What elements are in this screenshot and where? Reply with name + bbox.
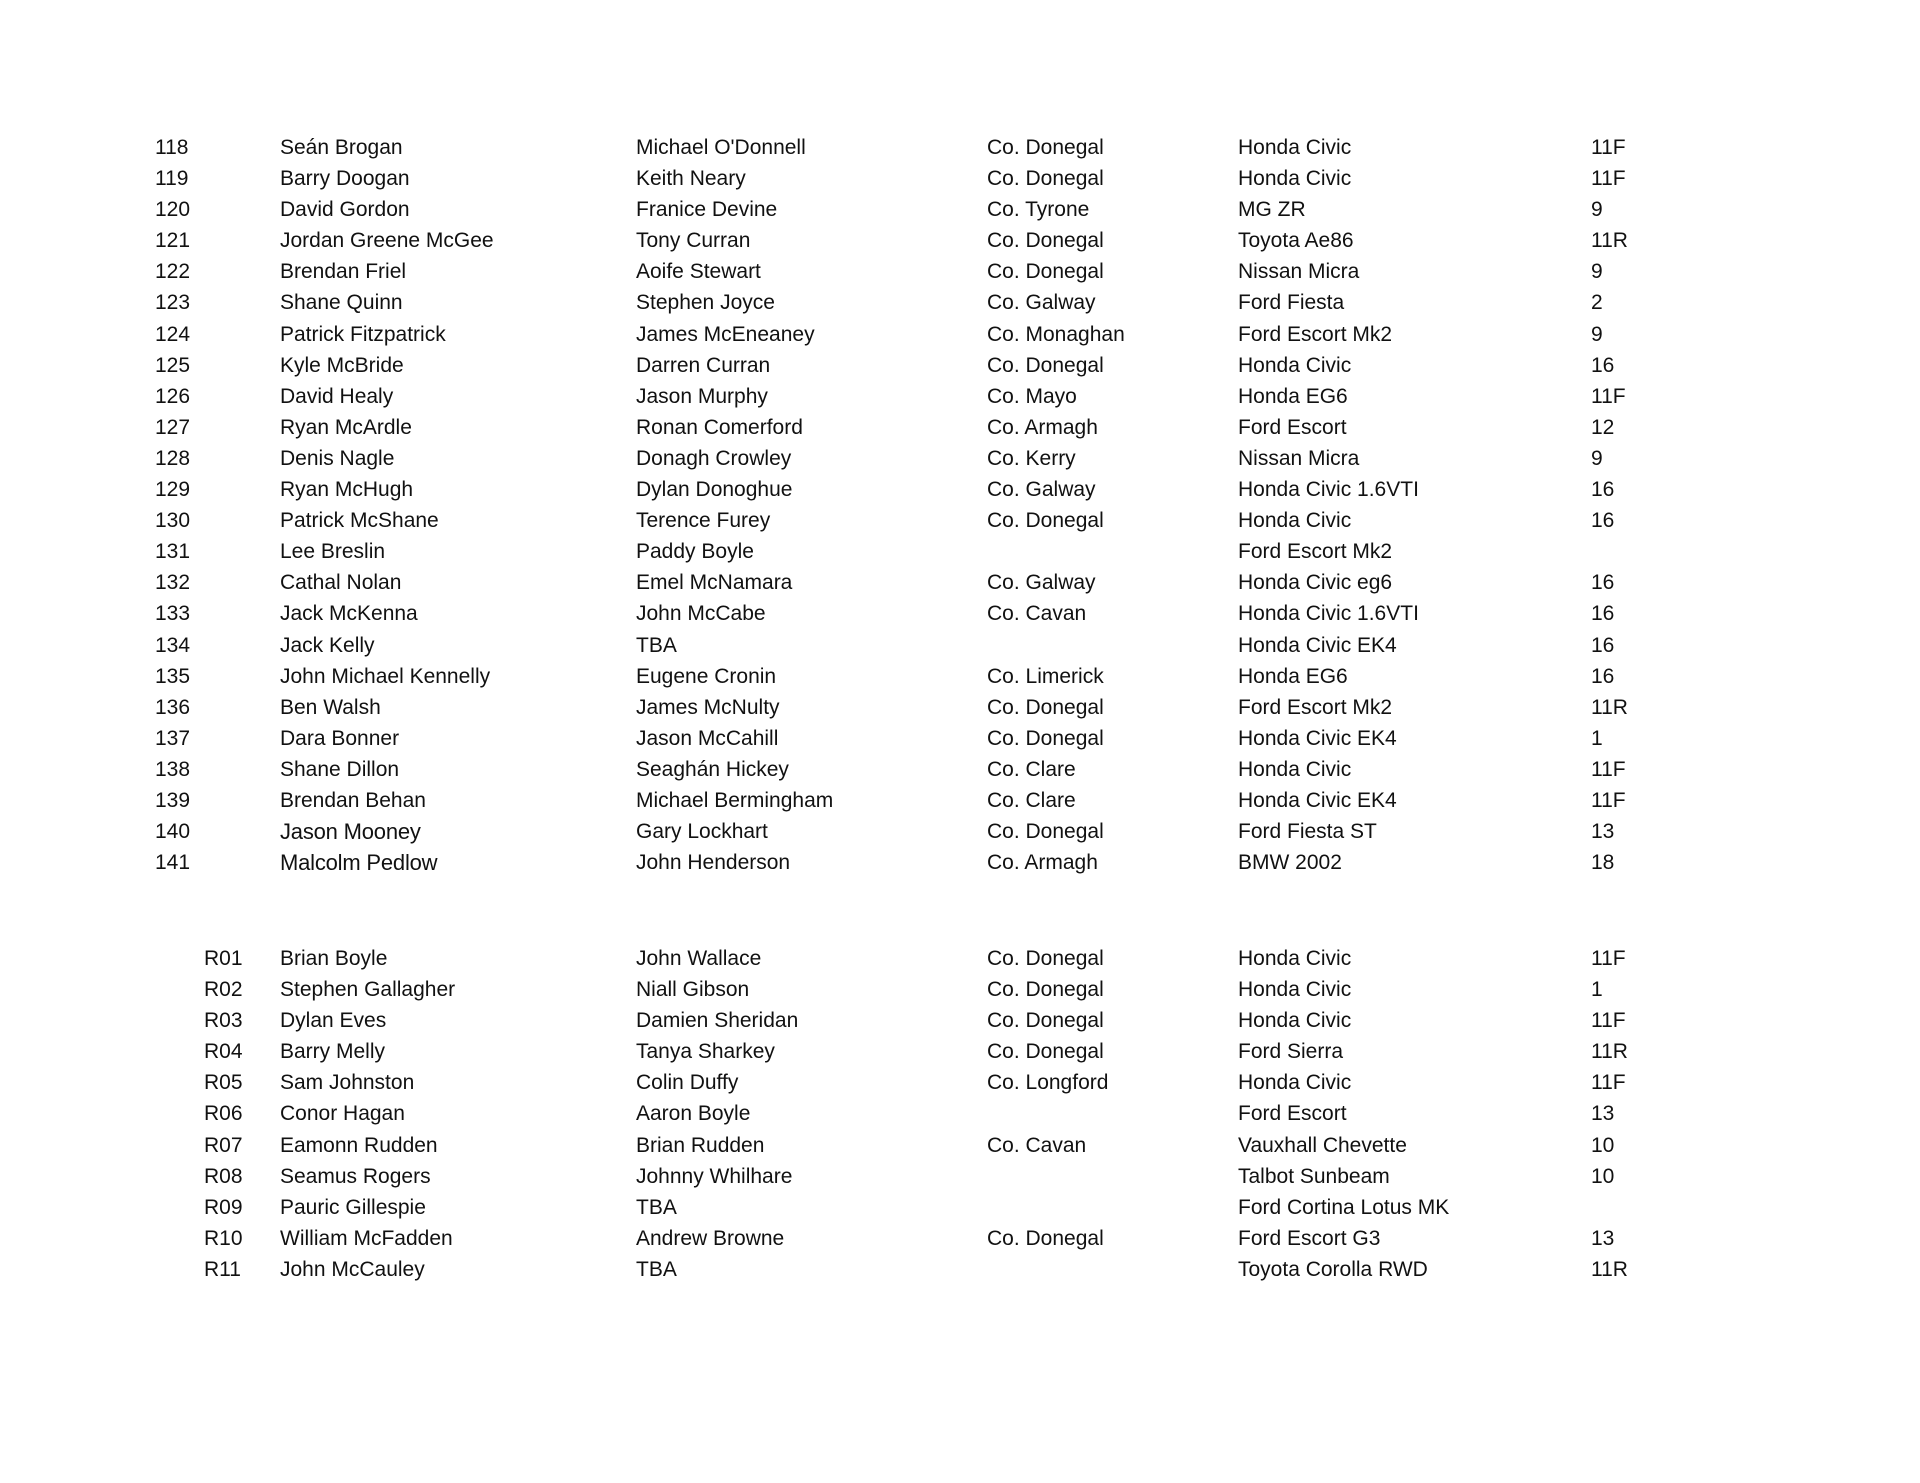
driver-name: Patrick McShane: [280, 509, 439, 533]
car-number: 132: [155, 571, 191, 595]
entry-row: [0, 412, 1920, 443]
reserve-row: [0, 1036, 1920, 1067]
car-number: 122: [155, 260, 191, 284]
car-class: 16: [1591, 509, 1615, 533]
codriver-name: James McEneaney: [636, 322, 815, 346]
entry-row: [0, 536, 1920, 567]
reserve-row: [0, 974, 1920, 1005]
driver-name: Ryan McHugh: [280, 478, 414, 502]
driver-name: Eamonn Rudden: [280, 1133, 438, 1157]
car-class: 16: [1591, 633, 1615, 657]
car-number: 126: [155, 384, 191, 408]
driver-name: Sam Johnston: [280, 1071, 415, 1095]
car-class: 16: [1591, 602, 1615, 626]
car-class: 11F: [1591, 167, 1626, 191]
car-number: 139: [155, 788, 191, 812]
driver-name: David Healy: [280, 384, 394, 408]
car-class: 11R: [1591, 695, 1628, 719]
car-class: 1: [1591, 978, 1603, 1002]
car-model: Toyota Ae86: [1238, 229, 1354, 253]
driver-name: Dylan Eves: [280, 1009, 387, 1033]
car-model: Honda EG6: [1238, 384, 1348, 408]
car-model: Ford Escort: [1238, 1102, 1347, 1126]
entry-row: [0, 598, 1920, 629]
main-entry-list: [0, 132, 1920, 878]
car-number: 141: [155, 851, 191, 875]
car-number: 121: [155, 229, 191, 253]
car-number: R05: [204, 1071, 243, 1095]
car-model: Honda Civic: [1238, 947, 1352, 970]
entry-row: [0, 287, 1920, 318]
county: Co. Donegal: [987, 136, 1104, 159]
car-number: 124: [155, 322, 191, 346]
county: Co. Tyrone: [987, 198, 1090, 222]
car-number: 138: [155, 757, 191, 781]
codriver-name: Tony Curran: [636, 229, 751, 253]
entry-row: [0, 132, 1920, 163]
codriver-name: Eugene Cronin: [636, 664, 777, 688]
car-number: 130: [155, 509, 191, 533]
car-class: 2: [1591, 291, 1603, 315]
county: Co. Donegal: [987, 167, 1104, 191]
entry-row: [0, 785, 1920, 816]
entry-row: [0, 381, 1920, 412]
car-class: 9: [1591, 198, 1603, 222]
codriver-name: Stephen Joyce: [636, 291, 775, 315]
car-model: Ford Cortina Lotus MK: [1238, 1195, 1450, 1219]
driver-name: Shane Quinn: [280, 291, 403, 315]
codriver-name: Terence Furey: [636, 509, 771, 533]
codriver-name: Brian Rudden: [636, 1133, 765, 1157]
codriver-name: Niall Gibson: [636, 978, 750, 1002]
county: Co. Donegal: [987, 353, 1104, 377]
county: Co. Donegal: [987, 260, 1104, 284]
car-model: Ford Sierra: [1238, 1040, 1344, 1064]
codriver-name: Paddy Boyle: [636, 540, 754, 564]
car-number: 133: [155, 602, 191, 626]
driver-name: Brendan Friel: [280, 260, 407, 284]
driver-name: Kyle McBride: [280, 353, 404, 377]
codriver-name: Tanya Sharkey: [636, 1040, 775, 1064]
car-model: Honda Civic: [1238, 136, 1352, 159]
driver-name: Ryan McArdle: [280, 415, 412, 439]
car-model: Honda Civic: [1238, 1071, 1352, 1095]
driver-name: Shane Dillon: [280, 757, 400, 781]
entry-row: [0, 505, 1920, 536]
car-number: R02: [204, 978, 243, 1002]
car-number: 119: [155, 167, 189, 191]
codriver-name: John Wallace: [636, 947, 762, 970]
driver-name: Conor Hagan: [280, 1102, 405, 1126]
driver-name: Jack Kelly: [280, 633, 375, 657]
driver-name: Barry Melly: [280, 1040, 386, 1064]
codriver-name: Donagh Crowley: [636, 446, 792, 470]
reserve-entry-list: [0, 943, 1920, 1285]
car-number: 125: [155, 353, 191, 377]
car-number: R06: [204, 1102, 243, 1126]
entry-row: [0, 567, 1920, 598]
reserve-row: [0, 1223, 1920, 1254]
codriver-name: Aoife Stewart: [636, 260, 761, 284]
county: Co. Donegal: [987, 1040, 1104, 1064]
driver-name: Denis Nagle: [280, 446, 395, 470]
car-model: Ford Escort G3: [1238, 1226, 1381, 1250]
car-class: 12: [1591, 415, 1615, 439]
county: Co. Donegal: [987, 978, 1104, 1002]
car-class: 9: [1591, 322, 1603, 346]
codriver-name: Darren Curran: [636, 353, 771, 377]
car-number: R04: [204, 1040, 243, 1064]
driver-name: William McFadden: [280, 1226, 453, 1250]
car-class: 9: [1591, 260, 1603, 284]
entry-row: [0, 692, 1920, 723]
codriver-name: Jason Murphy: [636, 384, 768, 408]
codriver-name: Gary Lockhart: [636, 820, 768, 844]
car-number: R10: [204, 1226, 243, 1250]
car-class: 11R: [1591, 229, 1628, 253]
car-model: Honda Civic: [1238, 1009, 1352, 1033]
car-model: Honda Civic: [1238, 509, 1352, 533]
driver-name: Jack McKenna: [280, 602, 418, 626]
car-model: Ford Escort Mk2: [1238, 695, 1393, 719]
driver-name: Dara Bonner: [280, 726, 400, 750]
reserve-row: [0, 1005, 1920, 1036]
entry-row: [0, 754, 1920, 785]
car-number: 137: [155, 726, 191, 750]
county: Co. Clare: [987, 788, 1076, 812]
entry-row: [0, 350, 1920, 381]
county: Co. Cavan: [987, 1133, 1087, 1157]
driver-name: Stephen Gallagher: [280, 978, 456, 1002]
county: Co. Monaghan: [987, 322, 1125, 346]
car-class: 9: [1591, 446, 1603, 470]
county: Co. Armagh: [987, 851, 1098, 875]
driver-name: Brian Boyle: [280, 947, 388, 970]
car-number: R07: [204, 1133, 243, 1157]
driver-name: Brendan Behan: [280, 788, 426, 812]
county: Co. Donegal: [987, 1009, 1104, 1033]
car-model: Honda EG6: [1238, 664, 1348, 688]
car-number: R11: [204, 1257, 241, 1281]
driver-name: Jason Mooney: [280, 819, 421, 845]
car-class: 13: [1591, 1226, 1615, 1250]
entry-row: [0, 661, 1920, 692]
car-class: 11F: [1591, 136, 1626, 159]
county: Co. Donegal: [987, 947, 1104, 970]
codriver-name: Jason McCahill: [636, 726, 779, 750]
codriver-name: TBA: [636, 1195, 677, 1219]
driver-name: Cathal Nolan: [280, 571, 402, 595]
car-model: Toyota Corolla RWD: [1238, 1257, 1428, 1281]
car-class: 18: [1591, 851, 1615, 875]
car-class: 10: [1591, 1164, 1615, 1188]
car-number: R09: [204, 1195, 243, 1219]
car-number: 129: [155, 478, 191, 502]
car-number: 118: [155, 136, 189, 159]
codriver-name: Keith Neary: [636, 167, 746, 191]
codriver-name: Emel McNamara: [636, 571, 793, 595]
car-number: 123: [155, 291, 191, 315]
car-number: 120: [155, 198, 191, 222]
car-class: 11F: [1591, 384, 1626, 408]
county: Co. Donegal: [987, 1226, 1104, 1250]
car-model: Ford Escort Mk2: [1238, 322, 1393, 346]
car-number: R03: [204, 1009, 243, 1033]
reserve-row: [0, 1130, 1920, 1161]
car-model: Vauxhall Chevette: [1238, 1133, 1407, 1157]
codriver-name: Seaghán Hickey: [636, 757, 789, 781]
reserve-row: [0, 1192, 1920, 1223]
entry-row: [0, 163, 1920, 194]
car-model: Nissan Micra: [1238, 446, 1360, 470]
car-class: 11F: [1591, 788, 1626, 812]
car-number: 128: [155, 446, 191, 470]
driver-name: David Gordon: [280, 198, 410, 222]
reserve-row: [0, 1098, 1920, 1129]
codriver-name: Johnny Whilhare: [636, 1164, 793, 1188]
entry-row: [0, 630, 1920, 661]
car-model: Honda Civic 1.6VTI: [1238, 602, 1419, 626]
car-number: R01: [204, 947, 243, 970]
entry-row: [0, 225, 1920, 256]
county: Co. Armagh: [987, 415, 1098, 439]
car-model: MG ZR: [1238, 198, 1306, 222]
entry-row: [0, 256, 1920, 287]
county: Co. Mayo: [987, 384, 1077, 408]
driver-name: Pauric Gillespie: [280, 1195, 426, 1219]
car-class: 1: [1591, 726, 1603, 750]
codriver-name: TBA: [636, 633, 677, 657]
car-number: 140: [155, 820, 191, 844]
car-number: 134: [155, 633, 191, 657]
codriver-name: Michael O'Donnell: [636, 136, 806, 159]
car-class: 10: [1591, 1133, 1615, 1157]
county: Co. Donegal: [987, 695, 1104, 719]
entry-row: [0, 443, 1920, 474]
county: Co. Donegal: [987, 820, 1104, 844]
county: Co. Donegal: [987, 726, 1104, 750]
entry-row: [0, 816, 1920, 847]
driver-name: Jordan Greene McGee: [280, 229, 494, 253]
driver-name: John McCauley: [280, 1257, 425, 1281]
car-model: Nissan Micra: [1238, 260, 1360, 284]
car-class: 13: [1591, 820, 1615, 844]
county: Co. Limerick: [987, 664, 1104, 688]
car-class: 16: [1591, 664, 1615, 688]
car-class: 16: [1591, 353, 1615, 377]
county: Co. Donegal: [987, 229, 1104, 253]
county: Co. Donegal: [987, 509, 1104, 533]
car-model: Ford Escort Mk2: [1238, 540, 1393, 564]
car-model: Honda Civic EK4: [1238, 633, 1397, 657]
county: Co. Galway: [987, 478, 1096, 502]
driver-name: Malcolm Pedlow: [280, 850, 438, 876]
driver-name: Ben Walsh: [280, 695, 381, 719]
county: Co. Galway: [987, 571, 1096, 595]
car-model: Honda Civic EK4: [1238, 726, 1397, 750]
car-class: 11R: [1591, 1040, 1628, 1064]
codriver-name: Aaron Boyle: [636, 1102, 751, 1126]
car-number: 136: [155, 695, 191, 719]
car-model: Honda Civic: [1238, 978, 1352, 1002]
car-class: 11F: [1591, 757, 1626, 781]
codriver-name: James McNulty: [636, 695, 780, 719]
codriver-name: Ronan Comerford: [636, 415, 803, 439]
codriver-name: Michael Bermingham: [636, 788, 834, 812]
driver-name: John Michael Kennelly: [280, 664, 491, 688]
county: Co. Longford: [987, 1071, 1109, 1095]
car-class: 16: [1591, 571, 1615, 595]
codriver-name: Andrew Browne: [636, 1226, 785, 1250]
county: Co. Cavan: [987, 602, 1087, 626]
car-model: Honda Civic: [1238, 757, 1352, 781]
codriver-name: John Henderson: [636, 851, 791, 875]
reserve-row: [0, 1161, 1920, 1192]
car-model: Honda Civic: [1238, 167, 1352, 191]
codriver-name: Colin Duffy: [636, 1071, 739, 1095]
codriver-name: John McCabe: [636, 602, 766, 626]
reserve-row: [0, 943, 1920, 974]
car-class: 16: [1591, 478, 1615, 502]
driver-name: Lee Breslin: [280, 540, 386, 564]
car-model: Honda Civic: [1238, 353, 1352, 377]
car-class: 11R: [1591, 1257, 1628, 1281]
codriver-name: TBA: [636, 1257, 677, 1281]
entry-row: [0, 847, 1920, 878]
codriver-name: Dylan Donoghue: [636, 478, 793, 502]
car-model: BMW 2002: [1238, 851, 1342, 875]
car-model: Honda Civic 1.6VTI: [1238, 478, 1419, 502]
car-number: 135: [155, 664, 191, 688]
driver-name: Seamus Rogers: [280, 1164, 431, 1188]
reserve-row: [0, 1254, 1920, 1285]
car-class: 11F: [1591, 1009, 1626, 1033]
driver-name: Seán Brogan: [280, 136, 403, 159]
car-class: 11F: [1591, 1071, 1626, 1095]
entry-row: [0, 723, 1920, 754]
car-class: 13: [1591, 1102, 1615, 1126]
reserve-row: [0, 1067, 1920, 1098]
car-number: 127: [155, 415, 191, 439]
car-model: Honda Civic EK4: [1238, 788, 1397, 812]
county: Co. Galway: [987, 291, 1096, 315]
car-class: 11F: [1591, 947, 1626, 970]
car-model: Ford Fiesta ST: [1238, 820, 1377, 844]
county: Co. Kerry: [987, 446, 1076, 470]
car-model: Ford Escort: [1238, 415, 1347, 439]
car-number: 131: [155, 540, 191, 564]
driver-name: Barry Doogan: [280, 167, 410, 191]
entry-row: [0, 474, 1920, 505]
county: Co. Clare: [987, 757, 1076, 781]
entry-row: [0, 319, 1920, 350]
codriver-name: Franice Devine: [636, 198, 778, 222]
driver-name: Patrick Fitzpatrick: [280, 322, 446, 346]
car-model: Ford Fiesta: [1238, 291, 1345, 315]
codriver-name: Damien Sheridan: [636, 1009, 799, 1033]
entry-row: [0, 194, 1920, 225]
car-number: R08: [204, 1164, 243, 1188]
car-model: Honda Civic eg6: [1238, 571, 1393, 595]
car-model: Talbot Sunbeam: [1238, 1164, 1390, 1188]
